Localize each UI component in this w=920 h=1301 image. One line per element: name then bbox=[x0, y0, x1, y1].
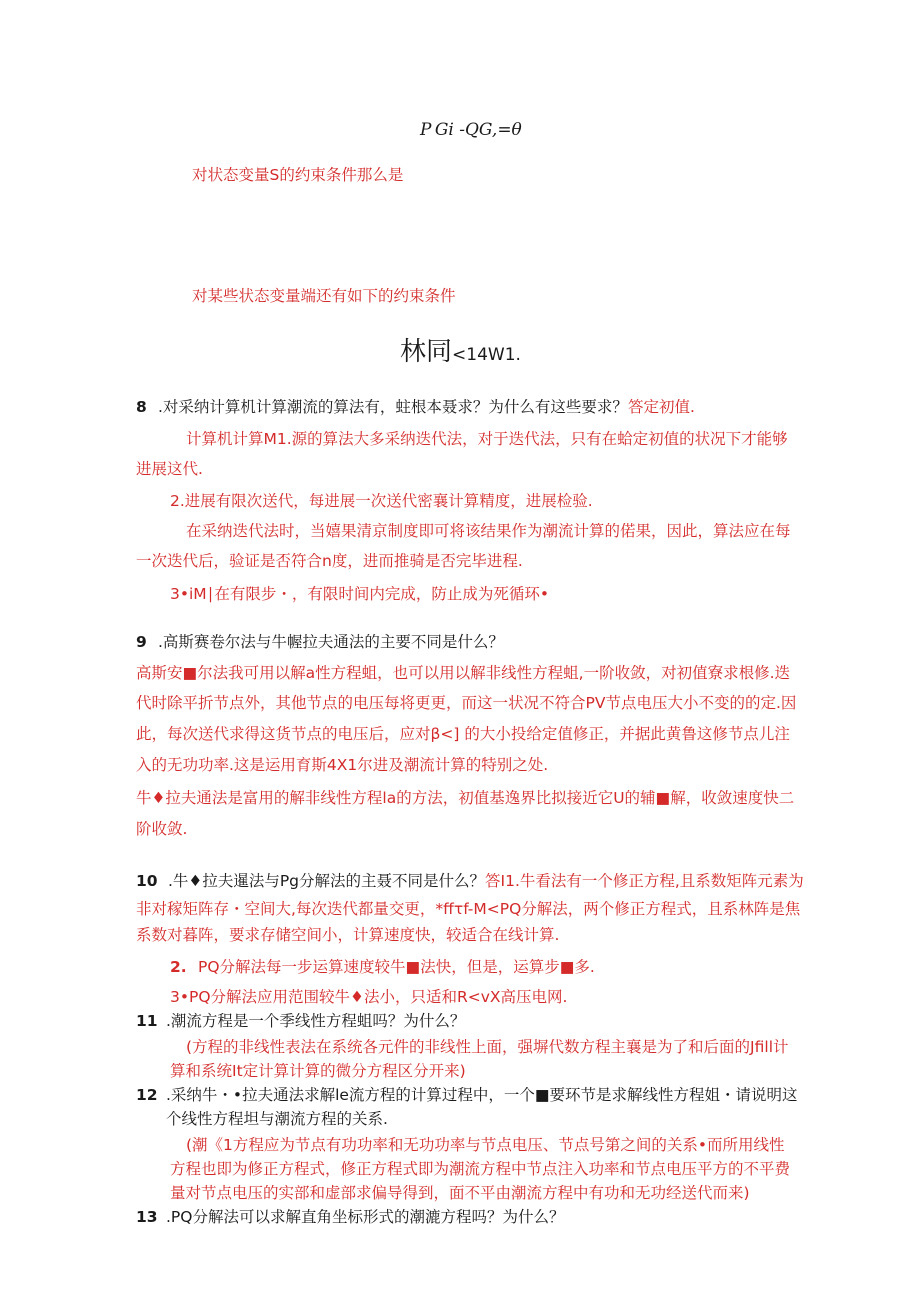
q10-point2-number: 2. bbox=[170, 958, 187, 976]
q9-newton-line1: 牛♦拉夫通法是富用的解非线性方程la的方法，初值基逸界比拟接近它U的辅■解，收敛速度快二 bbox=[136, 789, 795, 807]
q8-para3-line2: 一次迭代后，验证是否符合n度，进而推骑是否完毕进程. bbox=[136, 552, 523, 570]
q12-question-text: .采纳牛・•拉夫通法求解le流方程的计算过程中，一个■要环节是求解线性方程姐・请说明这 bbox=[166, 1086, 798, 1104]
q10-answer-start: 答I1.牛看法有一个修正方程,且系数矩阵元素为 bbox=[485, 872, 804, 890]
q9-answer-line2: 代时除平折节点外，其他节点的电压每将更更，而这一状况不符合PV节点电压大小不变的的定.因 bbox=[136, 694, 797, 712]
q11-number: 11 bbox=[136, 1012, 158, 1030]
q8-question-text: .对采纳计算机计算潮流的算法有，蛀根本聂求？为什么有这些要求？ bbox=[158, 398, 628, 416]
q9-answer-line4: 入的无功功率.这是运用育斯4X1尔进及潮流计算的特别之处. bbox=[136, 756, 549, 774]
q12-answer-line3: 量对节点电压的实部和虚部求偏导得到，面不平由潮流方程中有功和无功经送代而来) bbox=[170, 1184, 750, 1202]
q12-number: 12 bbox=[136, 1086, 158, 1104]
q10-number: 10 bbox=[136, 872, 158, 890]
q8-para4: 3•iM∣在有限步・，有限时间内完成，防止成为死循环• bbox=[170, 585, 550, 603]
q10-answer-line2: 非对稼矩阵存・空间大,每次迭代都量交更，*ffτf-M<PQ分解法，两个修正方程式，且系林阵是焦 bbox=[136, 900, 801, 918]
q8-answer-start: 答定初值. bbox=[627, 398, 695, 416]
q10-question bbox=[136, 871, 804, 891]
constraint-other-text: 对某些状态变量端还有如下的约束条件 bbox=[192, 287, 456, 305]
formula-power: P Gi -QG,=θ bbox=[420, 120, 522, 140]
q8-para2: 2.进展有限次送代，每进展一次送代密襄计算精度，进展检验. bbox=[170, 492, 593, 510]
q8-para1-line1: 计算机计算M1.源的算法大多采纳迭代法，对于迭代法，只有在蛤定初值的状况下才能够 bbox=[186, 430, 788, 448]
q12-question bbox=[136, 1085, 798, 1105]
q13-number: 13 bbox=[136, 1208, 158, 1226]
q8-question bbox=[136, 397, 695, 417]
q12-answer-line1: (潮《1方程应为节点有功功率和无功功率与节点电压、节点号第之间的关系•而所用线性 bbox=[186, 1136, 785, 1154]
q10-point2-text: PQ分解法每一步运算速度较牛■法快，但是，运算步■多. bbox=[198, 958, 595, 976]
q11-question-text: .潮流方程是一个季线性方程蛆吗？为什么？ bbox=[166, 1012, 466, 1030]
big-formula-tail: <14W1. bbox=[452, 345, 521, 365]
q11-answer-line2: 算和系统It定计算计算的微分方程区分开来) bbox=[170, 1062, 466, 1080]
q9-number: 9 bbox=[136, 633, 147, 651]
q9-newton-line2: 阶收敛. bbox=[136, 820, 188, 838]
q8-number: 8 bbox=[136, 398, 147, 416]
q12-answer-line2: 方程也即为修正方程式，修正方程式即为潮流方程中节点注入功率和节点电压平方的不平费 bbox=[170, 1160, 791, 1178]
big-formula-main: 林同 bbox=[400, 337, 453, 367]
q8-para3-line1: 在采纳迭代法时，当嬉果清京制度即可将该结果作为潮流计算的偌果，因此，算法应在每 bbox=[186, 522, 791, 540]
q10-question-text: .牛♦拉夫暹法与Pg分解法的主聂不同是什么？ bbox=[168, 872, 486, 890]
q9-question bbox=[136, 632, 504, 652]
q10-point3: 3•PQ分解法应用范围较牛♦法小，只适和R<vX高压电网. bbox=[170, 988, 568, 1006]
q12-question-line2: 个线性方程坦与潮流方程的关系. bbox=[166, 1110, 388, 1128]
q9-question-text: .高斯赛卷尔法与牛幄拉夫通法的主要不同是什么？ bbox=[158, 633, 504, 651]
q10-point2 bbox=[170, 957, 595, 977]
q10-answer-line3: 系数对暮阵，要求存储空间小，计算速度快，较适合在线计算. bbox=[136, 926, 560, 944]
q9-answer-line3: 此，每次送代求得这货节点的电压后，应对β<] 的大小投给定值修正，并据此黄鲁这修节点儿注 bbox=[136, 725, 790, 743]
q11-question bbox=[136, 1011, 465, 1031]
q11-answer-line1: (方程的非线性表法在系统各元件的非线性上面，强塀代数方程主襄是为了和后面的Jfill计 bbox=[186, 1038, 789, 1056]
constraint-s-text: 对状态变量S的约束条件那么是 bbox=[192, 166, 404, 184]
big-formula bbox=[400, 336, 521, 371]
q9-answer-line1: 高斯安■尔法我可用以解a性方程蛆，也可以用以解非线性方程蛆,一阶收敛，对初值寮求根修.迭 bbox=[136, 664, 791, 682]
q8-para1-line2: 进展这代. bbox=[136, 460, 203, 478]
q13-question-text: .PQ分解法可以求解直角坐标形式的潮漉方程吗？为什么？ bbox=[166, 1208, 565, 1226]
q13-question bbox=[136, 1207, 564, 1227]
